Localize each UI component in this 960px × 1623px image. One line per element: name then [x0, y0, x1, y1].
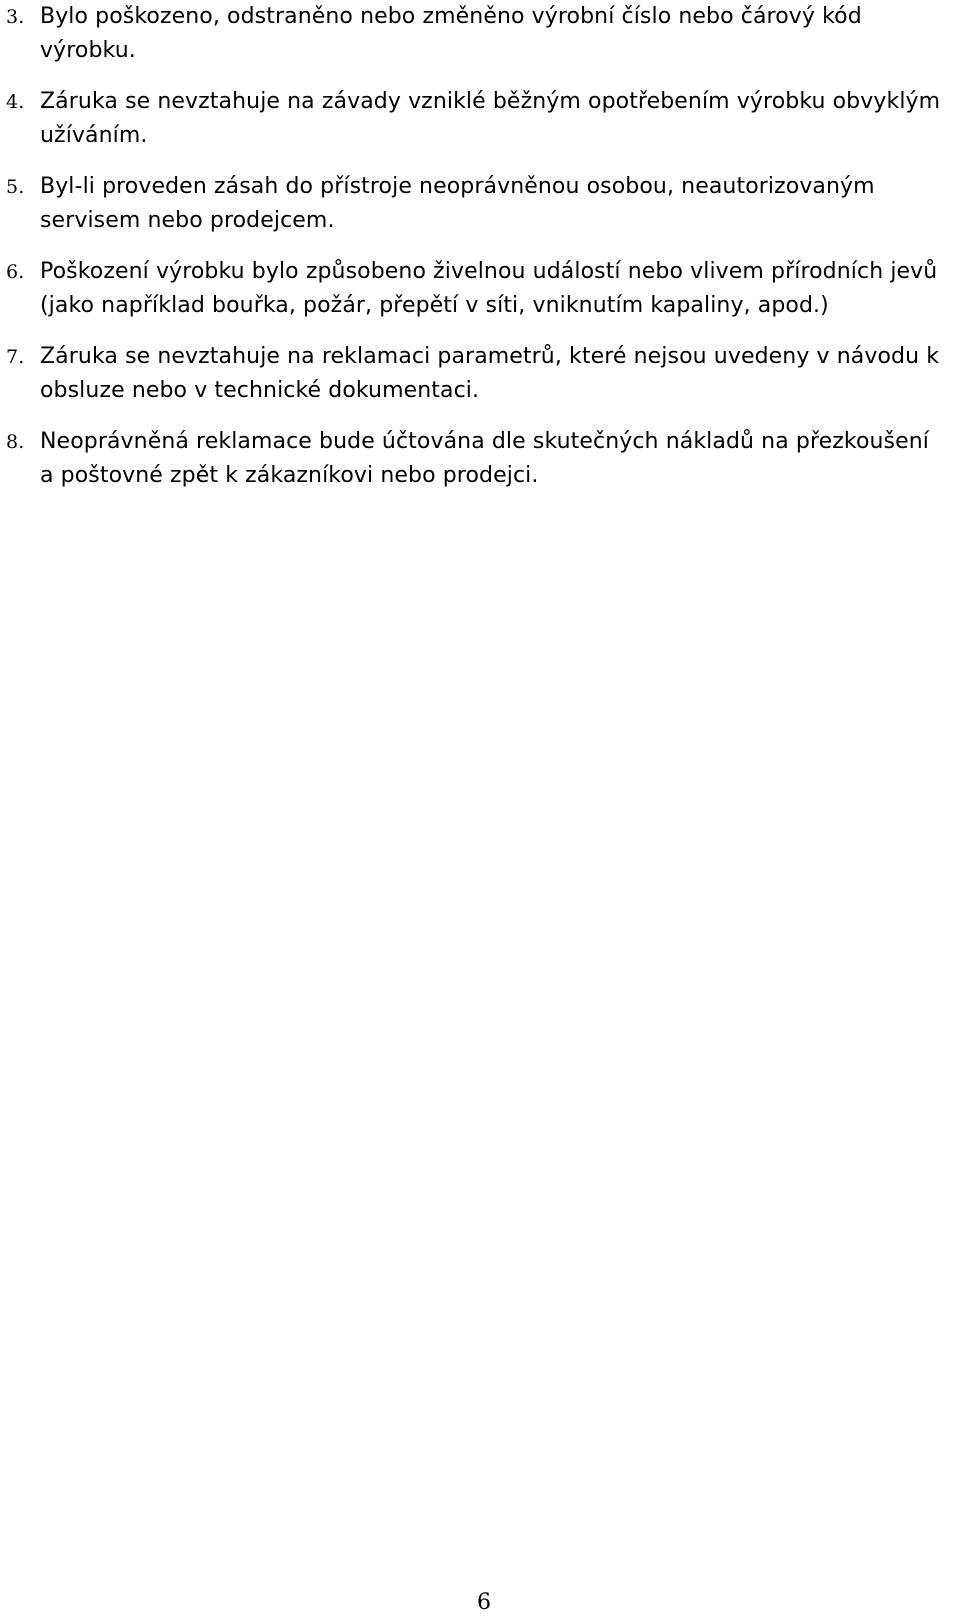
- page-number: 6: [477, 1590, 491, 1615]
- list-item-number: 3.: [6, 6, 25, 28]
- list-item: [6, 85, 946, 153]
- list-item-text: Bylo poškozeno, odstraněno nebo změněno výrobní číslo nebo čárový kód výrobku.: [40, 4, 862, 63]
- list-item-text: Poškození výrobku bylo způsobeno živelnou událostí nebo vlivem přírodních jevů (jako například bouřka, požár, přepětí v síti, vniknutím kapaliny, apod.): [40, 259, 938, 318]
- list-item: [6, 170, 946, 238]
- list-item-text: Byl-li proveden zásah do přístroje neoprávněnou osobou, neautorizovaným servisem nebo prodejcem.: [40, 174, 875, 233]
- list-item: [6, 0, 946, 68]
- list-item: [6, 255, 946, 323]
- list-item-number: 7.: [6, 346, 25, 368]
- list-item: [6, 340, 946, 408]
- list-item: [6, 425, 946, 493]
- list-item-text: Záruka se nevztahuje na závady vzniklé běžným opotřebením výrobku obvyklým užíváním.: [40, 89, 941, 148]
- list-item-number: 8.: [6, 431, 25, 453]
- list-item-text: Záruka se nevztahuje na reklamaci parametrů, které nejsou uvedeny v návodu k obsluze nebo v technické dokumentaci.: [40, 344, 940, 403]
- list-item-number: 5.: [6, 176, 25, 198]
- warranty-exclusions-list: [6, 0, 946, 493]
- list-item-text: Neoprávněná reklamace bude účtována dle skutečných nákladů na přezkoušení a poštovné zpět k zákazníkovi nebo prodejci.: [40, 429, 929, 488]
- list-item-number: 4.: [6, 91, 25, 113]
- list-item-number: 6.: [6, 261, 25, 283]
